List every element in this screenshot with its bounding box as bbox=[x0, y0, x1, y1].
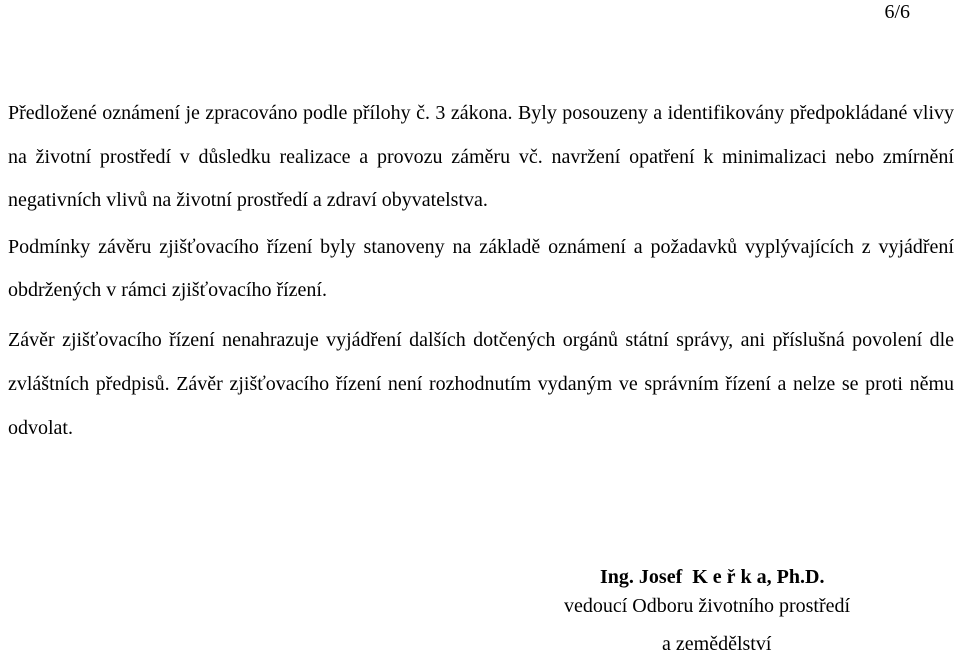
signatory-role: vedoucí Odboru životního prostředí bbox=[564, 595, 851, 617]
page-number: 6/6 bbox=[884, 1, 910, 23]
paragraph-legal-notice: Závěr zjišťovacího řízení nenahrazuje vyjádření dalších dotčených orgánů státní správy, ani příslušná povolení dle zvláštních předpisů. Závěr zjišťovacího řízení není rozhodnutím vydaným ve správním řízení a nelze se proti němu odvolat. bbox=[8, 329, 954, 439]
paragraph-conditions: Podmínky závěru zjišťovacího řízení byly stanoveny na základě oznámení a požadavků vyplývajících z vyjádření obdržených v rámci zjišťovacího řízení. bbox=[8, 236, 954, 301]
signatory-department: a zemědělství bbox=[662, 633, 772, 655]
signatory-name: Ing. Josef K e ř k a, Ph.D. bbox=[600, 566, 825, 588]
paragraph-assessment: Předložené oznámení je zpracováno podle přílohy č. 3 zákona. Byly posouzeny a identifikovány předpokládané vlivy na životní prostředí v důsledku realizace a provozu záměru vč. navržení opatření k minimalizaci nebo zmírnění negativních vlivů na životní prostředí a zdraví obyvatelstva. bbox=[8, 102, 954, 211]
